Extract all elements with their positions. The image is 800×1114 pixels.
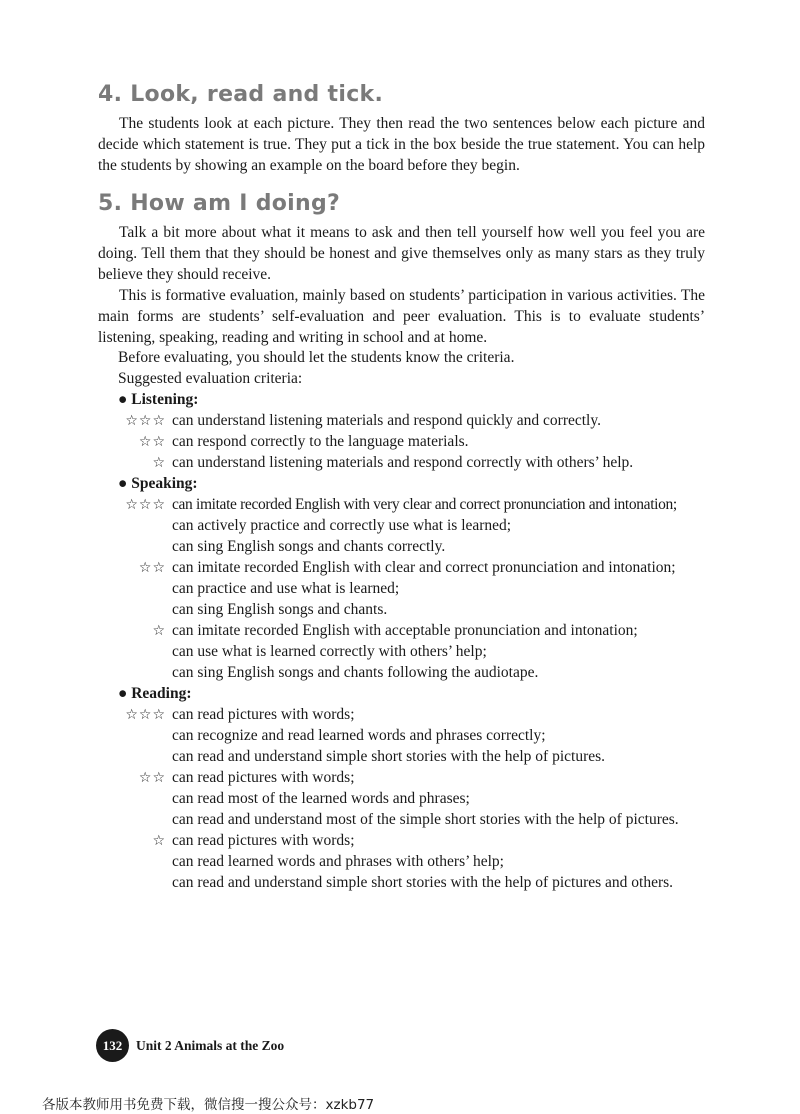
- speaking-criterion-3a: can imitate recorded English with very clear and correct pronunciation and intonation;: [172, 496, 677, 513]
- reading-criterion-3b: can recognize and read learned words and phrases correctly;: [172, 727, 546, 744]
- speaking-criterion-1b: can use what is learned correctly with others’ help;: [172, 643, 487, 660]
- reading-criterion-2b: can read most of the learned words and phrases;: [172, 790, 470, 807]
- page-number-badge: 132: [96, 1029, 129, 1062]
- speaking-criterion-1c: can sing English songs and chants following the audiotape.: [172, 664, 539, 681]
- two-star-rating: ☆☆: [138, 560, 166, 576]
- speaking-criterion-2a: can imitate recorded English with clear and correct pronunciation and intonation;: [172, 559, 676, 576]
- three-star-rating: ☆☆☆: [125, 497, 166, 513]
- reading-heading: ● Reading:: [118, 685, 192, 702]
- unit-title: Unit 2 Animals at the Zoo: [136, 1038, 285, 1053]
- speaking-criterion-3c: can sing English songs and chants correctly.: [172, 538, 446, 555]
- speaking-criterion-2c: can sing English songs and chants.: [172, 601, 388, 618]
- reading-criterion-1a: can read pictures with words;: [172, 832, 355, 849]
- speaking-criterion-2b: can practice and use what is learned;: [172, 580, 400, 597]
- section-5-heading: 5. How am I doing?: [98, 191, 341, 216]
- reading-criterion-2a: can read pictures with words;: [172, 769, 355, 786]
- two-star-rating: ☆☆: [138, 434, 166, 450]
- listening-criterion-3: can understand listening materials and respond quickly and correctly.: [172, 412, 601, 429]
- three-star-rating: ☆☆☆: [125, 707, 166, 723]
- section-4-heading: 4. Look, read and tick.: [98, 82, 384, 107]
- one-star-rating: ☆: [152, 623, 166, 639]
- one-star-rating: ☆: [152, 833, 166, 849]
- reading-criterion-3c: can read and understand simple short stories with the help of pictures.: [172, 748, 606, 765]
- reading-criterion-2c: can read and understand most of the simple short stories with the help of pictures.: [172, 811, 679, 828]
- section-5-paragraph-2: This is formative evaluation, mainly based on students’ participation in various activities. The main forms are students’ self-evaluation and peer evaluation. This is to evaluate students’ listening, speaking, reading and writing in school and at home.: [98, 287, 705, 346]
- criteria-label: Suggested evaluation criteria:: [118, 370, 303, 387]
- listening-criterion-1: can understand listening materials and respond correctly with others’ help.: [172, 454, 634, 471]
- criteria-intro: Before evaluating, you should let the students know the criteria.: [118, 349, 515, 366]
- speaking-criterion-3b: can actively practice and correctly use what is learned;: [172, 517, 512, 534]
- listening-criterion-2: can respond correctly to the language materials.: [172, 433, 469, 450]
- one-star-rating: ☆: [152, 455, 166, 471]
- section-4-paragraph: The students look at each picture. They then read the two sentences below each picture and decide which statement is true. They put a tick in the box beside the true statement. You can help the students by showing an example on the board before they begin.: [98, 115, 705, 174]
- watermark-text: 各版本教师用书免费下载，微信搜一搜公众号：xzkb77: [42, 1097, 375, 1113]
- reading-criterion-3a: can read pictures with words;: [172, 706, 355, 723]
- section-5-paragraph-1: Talk a bit more about what it means to ask and then tell yourself how well you feel you are doing. Tell them that they should be honest and give themselves only as many stars as they truly believe they should receive.: [98, 224, 705, 283]
- three-star-rating: ☆☆☆: [125, 413, 166, 429]
- listening-heading: ● Listening:: [118, 391, 199, 408]
- two-star-rating: ☆☆: [138, 770, 166, 786]
- reading-criterion-1c: can read and understand simple short stories with the help of pictures and others.: [172, 874, 674, 891]
- speaking-criterion-1a: can imitate recorded English with acceptable pronunciation and intonation;: [172, 622, 638, 639]
- speaking-heading: ● Speaking:: [118, 475, 198, 492]
- reading-criterion-1b: can read learned words and phrases with others’ help;: [172, 853, 504, 870]
